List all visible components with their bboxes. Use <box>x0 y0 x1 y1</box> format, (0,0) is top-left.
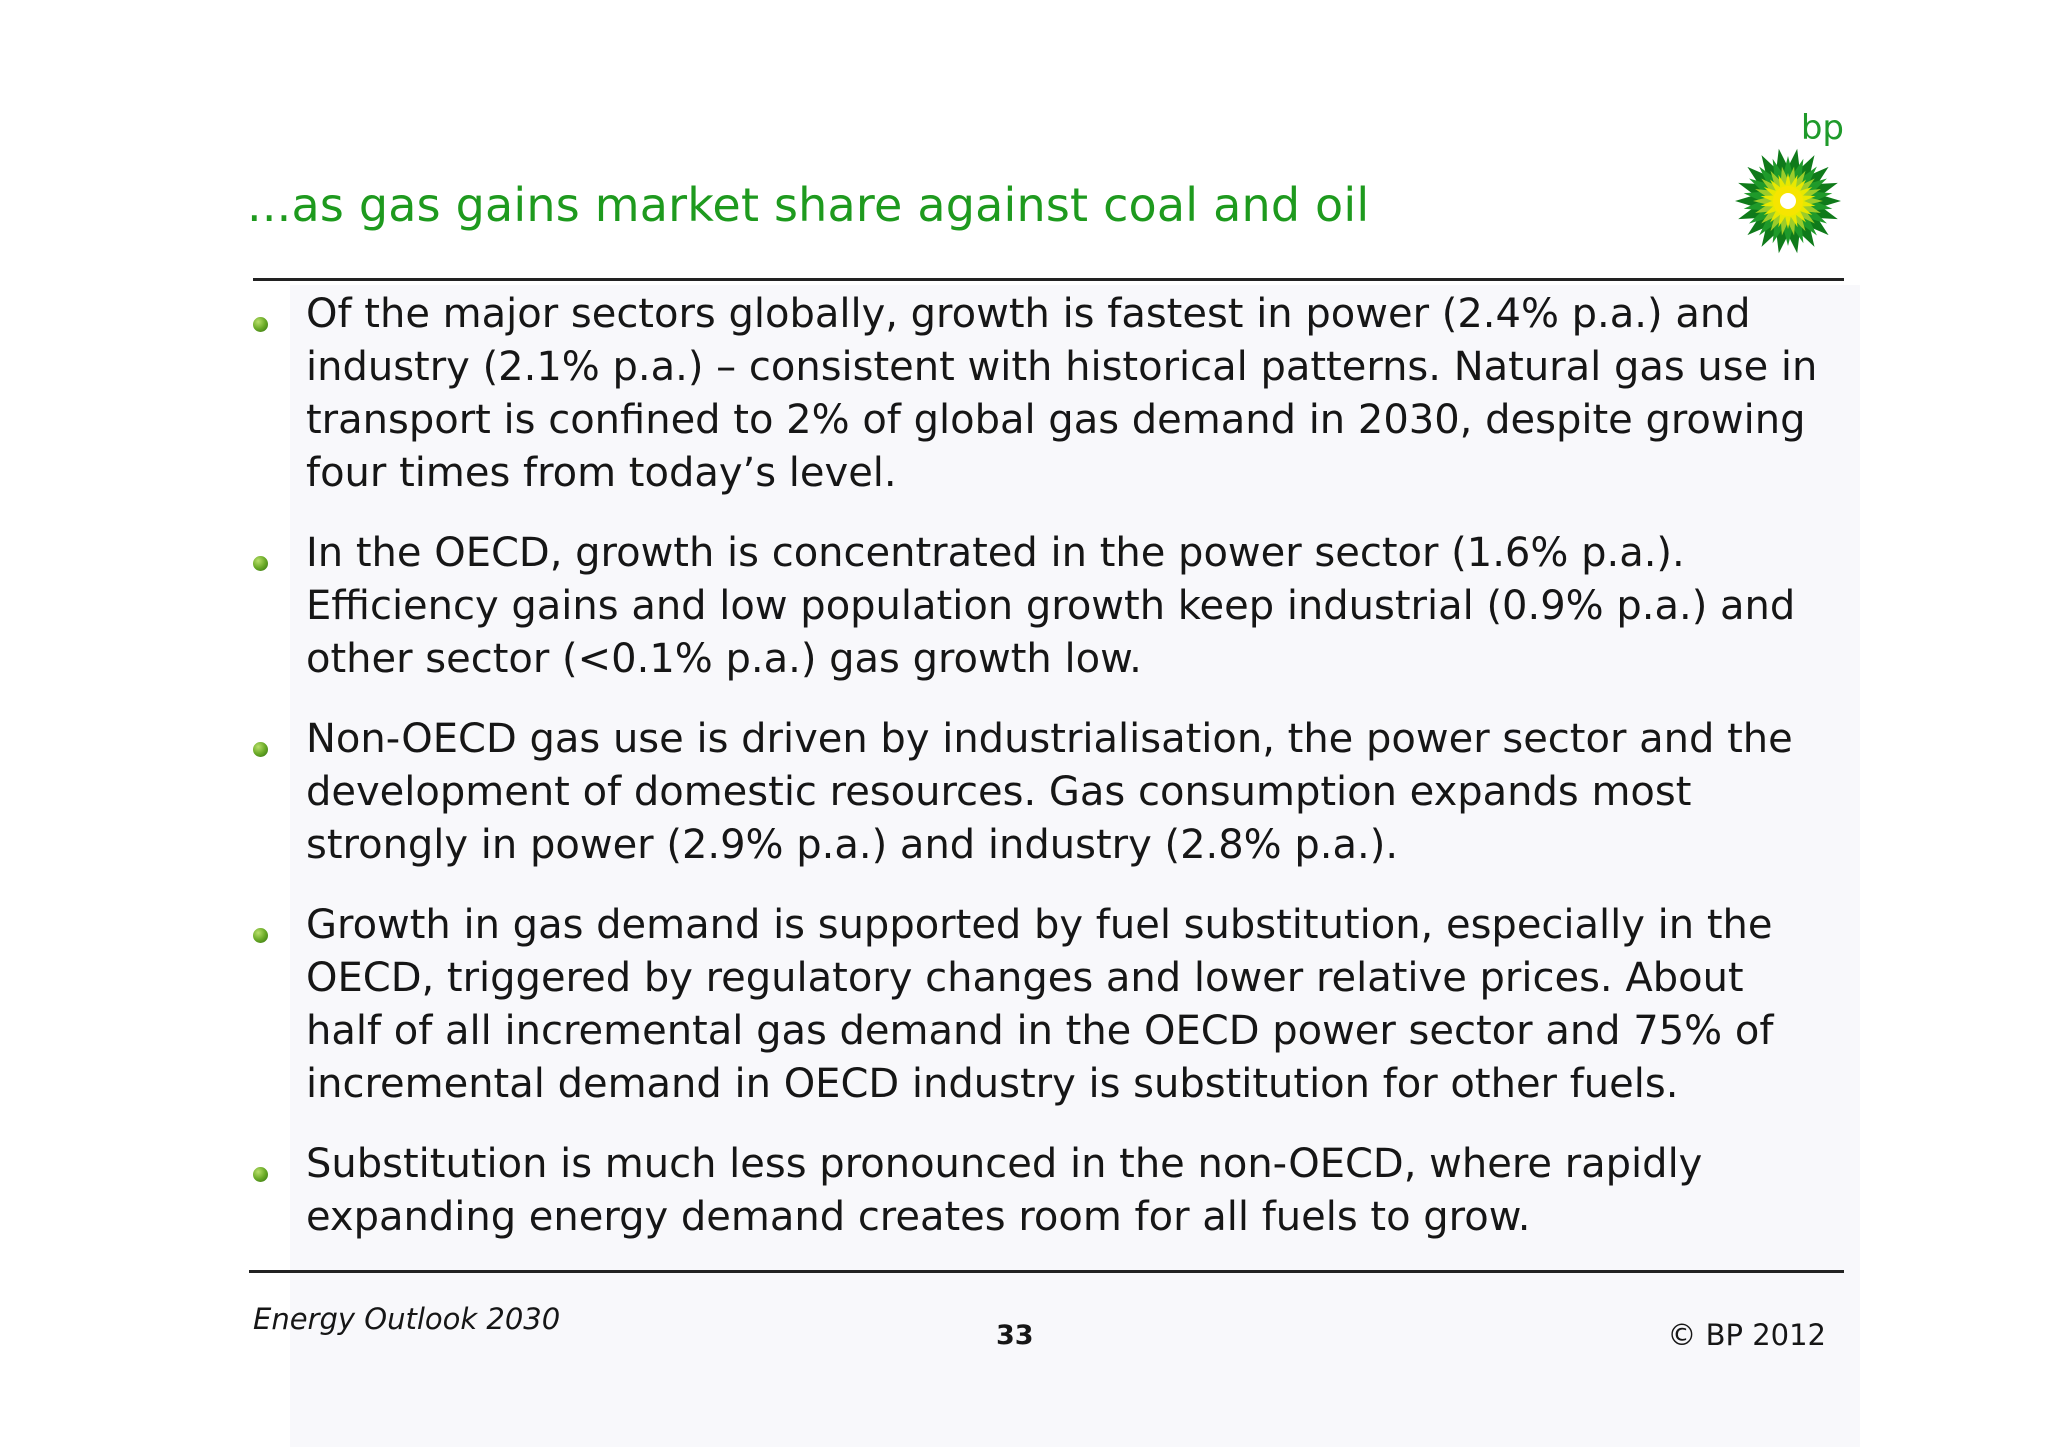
bp-logo-text: bp <box>1800 108 1844 148</box>
top-divider <box>253 278 1844 281</box>
bullet-list <box>253 288 1853 1271</box>
bullet-item <box>253 527 1853 686</box>
bullet-item <box>253 1138 1853 1244</box>
bullet-item <box>253 713 1853 872</box>
bullet-text: Substitution is much less pronounced in the non-OECD, where rapidly expanding energy demand creates room for all fuels to grow. <box>306 1141 1703 1240</box>
copyright: © BP 2012 <box>1667 1318 1826 1352</box>
publication-title: Energy Outlook 2030 <box>253 1302 561 1336</box>
bullet-text: Of the major sectors globally, growth is fastest in power (2.4% p.a.) and industry (2.1% p.a.) – consistent with historical patterns. Natural gas use in transport is confined to 2% of global gas demand in 2030, despite growing four times from today’s level. <box>306 291 1818 496</box>
bullet-text: Non-OECD gas use is driven by industrialisation, the power sector and the development of domestic resources. Gas consumption expands most strongly in power (2.9% p.a.) and industry (2.8% p.a.). <box>306 716 1793 868</box>
bp-logo <box>1730 108 1850 258</box>
green-dot-icon <box>253 556 268 571</box>
logo-center-highlight <box>1780 193 1796 209</box>
slide-title: ...as gas gains market share against coal and oil <box>247 178 1370 232</box>
green-dot-icon <box>253 1167 268 1182</box>
bullet-text: In the OECD, growth is concentrated in the power sector (1.6% p.a.). Efficiency gains and low population growth keep industrial (0.9% p.a.) and other sector (<0.1% p.a.) gas growth low. <box>306 530 1796 682</box>
bullet-item <box>253 288 1853 500</box>
bullet-item <box>253 899 1853 1111</box>
green-dot-icon <box>253 317 268 332</box>
green-dot-icon <box>253 928 268 943</box>
bottom-divider <box>249 1270 1844 1273</box>
page-number: 33 <box>996 1320 1034 1351</box>
green-dot-icon <box>253 742 268 757</box>
bullet-text: Growth in gas demand is supported by fuel substitution, especially in the OECD, triggered by regulatory changes and lower relative prices. About half of all incremental gas demand in the OECD power sector and 75% of incremental demand in OECD industry is substitution for other fuels. <box>306 902 1774 1107</box>
bp-helios-logo-icon <box>1733 146 1843 256</box>
